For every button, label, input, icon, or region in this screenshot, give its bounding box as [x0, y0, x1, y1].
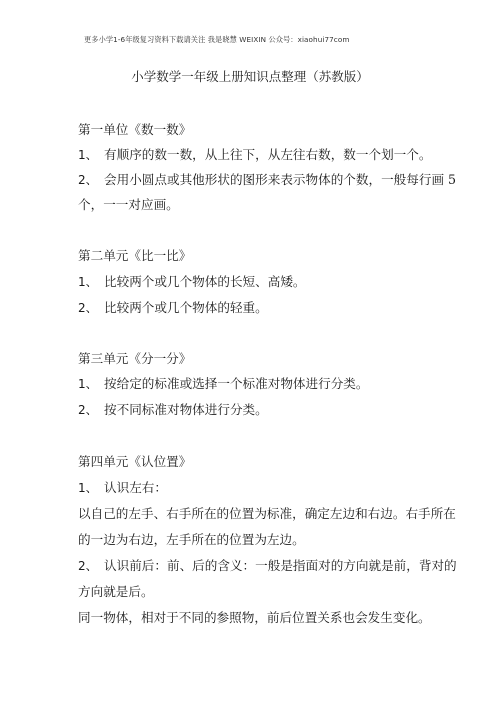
- paragraph-line: [78, 502, 456, 525]
- section-heading: 第四单元《认位置》: [78, 454, 192, 469]
- item-number: 2、: [78, 403, 98, 417]
- item-number: 1、: [78, 481, 98, 495]
- paragraph-text: 以自己的左手、右手所在的位置为标准，确定左边和右边。右手所在: [78, 506, 456, 521]
- item-text: 会用小圆点或其他形状的图形来表示物体的个数，一般每行画 5: [104, 172, 457, 187]
- item-text: 比较两个或几个物体的长短、高矮。: [104, 274, 306, 289]
- item-text: 有顺序的数一数，从上往下，从左往右数，数一个划一个。: [104, 147, 432, 162]
- list-item: [78, 168, 457, 192]
- item-text: 按不同标准对物体进行分类。: [104, 402, 268, 417]
- header-note: 更多小学1-6年级复习资料下载请关注 我是晓慧 WEIXIN 公众号：xiaohui77com: [84, 35, 350, 44]
- section-heading: 第一单位《数一数》: [78, 122, 192, 137]
- item-number: 2、: [78, 173, 98, 187]
- list-item: [78, 270, 426, 294]
- section-heading: 第三单元《分一分》: [78, 351, 192, 366]
- paragraph-line: [78, 528, 426, 551]
- item-number: 2、: [78, 301, 98, 315]
- paragraph-text: 的一边为右边，左手所在的位置为左边。: [78, 532, 305, 547]
- item-continuation: [78, 580, 426, 603]
- item-text: 认识左右：: [104, 480, 167, 495]
- item-text: 按给定的标准或选择一个标准对物体进行分类。: [104, 376, 369, 391]
- list-item: [78, 143, 432, 167]
- item-number: 1、: [78, 275, 98, 289]
- list-item: [78, 476, 426, 500]
- continuation-text: 个，一一对应画。: [78, 197, 179, 212]
- item-number: 2、: [78, 559, 98, 573]
- paragraph-line: [78, 606, 431, 629]
- item-number: 1、: [78, 377, 98, 391]
- list-item: [78, 372, 426, 396]
- item-number: 1、: [78, 148, 98, 162]
- item-text: 比较两个或几个物体的轻重。: [104, 300, 268, 315]
- continuation-text: 方向就是后。: [78, 584, 154, 599]
- item-text: 认识前后：前、后的含义：一般是指面对的方向就是前，背对的: [104, 558, 457, 573]
- paragraph-text: 同一物体，相对于不同的参照物，前后位置关系也会发生变化。: [78, 610, 431, 625]
- list-item: [78, 554, 457, 578]
- page-title: 小学数学一年级上册知识点整理（苏教版）: [131, 69, 369, 84]
- section-heading: 第二单元《比一比》: [78, 248, 192, 263]
- list-item: [78, 296, 426, 320]
- list-item: [78, 398, 426, 422]
- section-3: [78, 347, 426, 370]
- item-continuation: [78, 193, 426, 216]
- section-2: [78, 244, 426, 267]
- section-4: [78, 450, 426, 473]
- section-1: [78, 118, 426, 141]
